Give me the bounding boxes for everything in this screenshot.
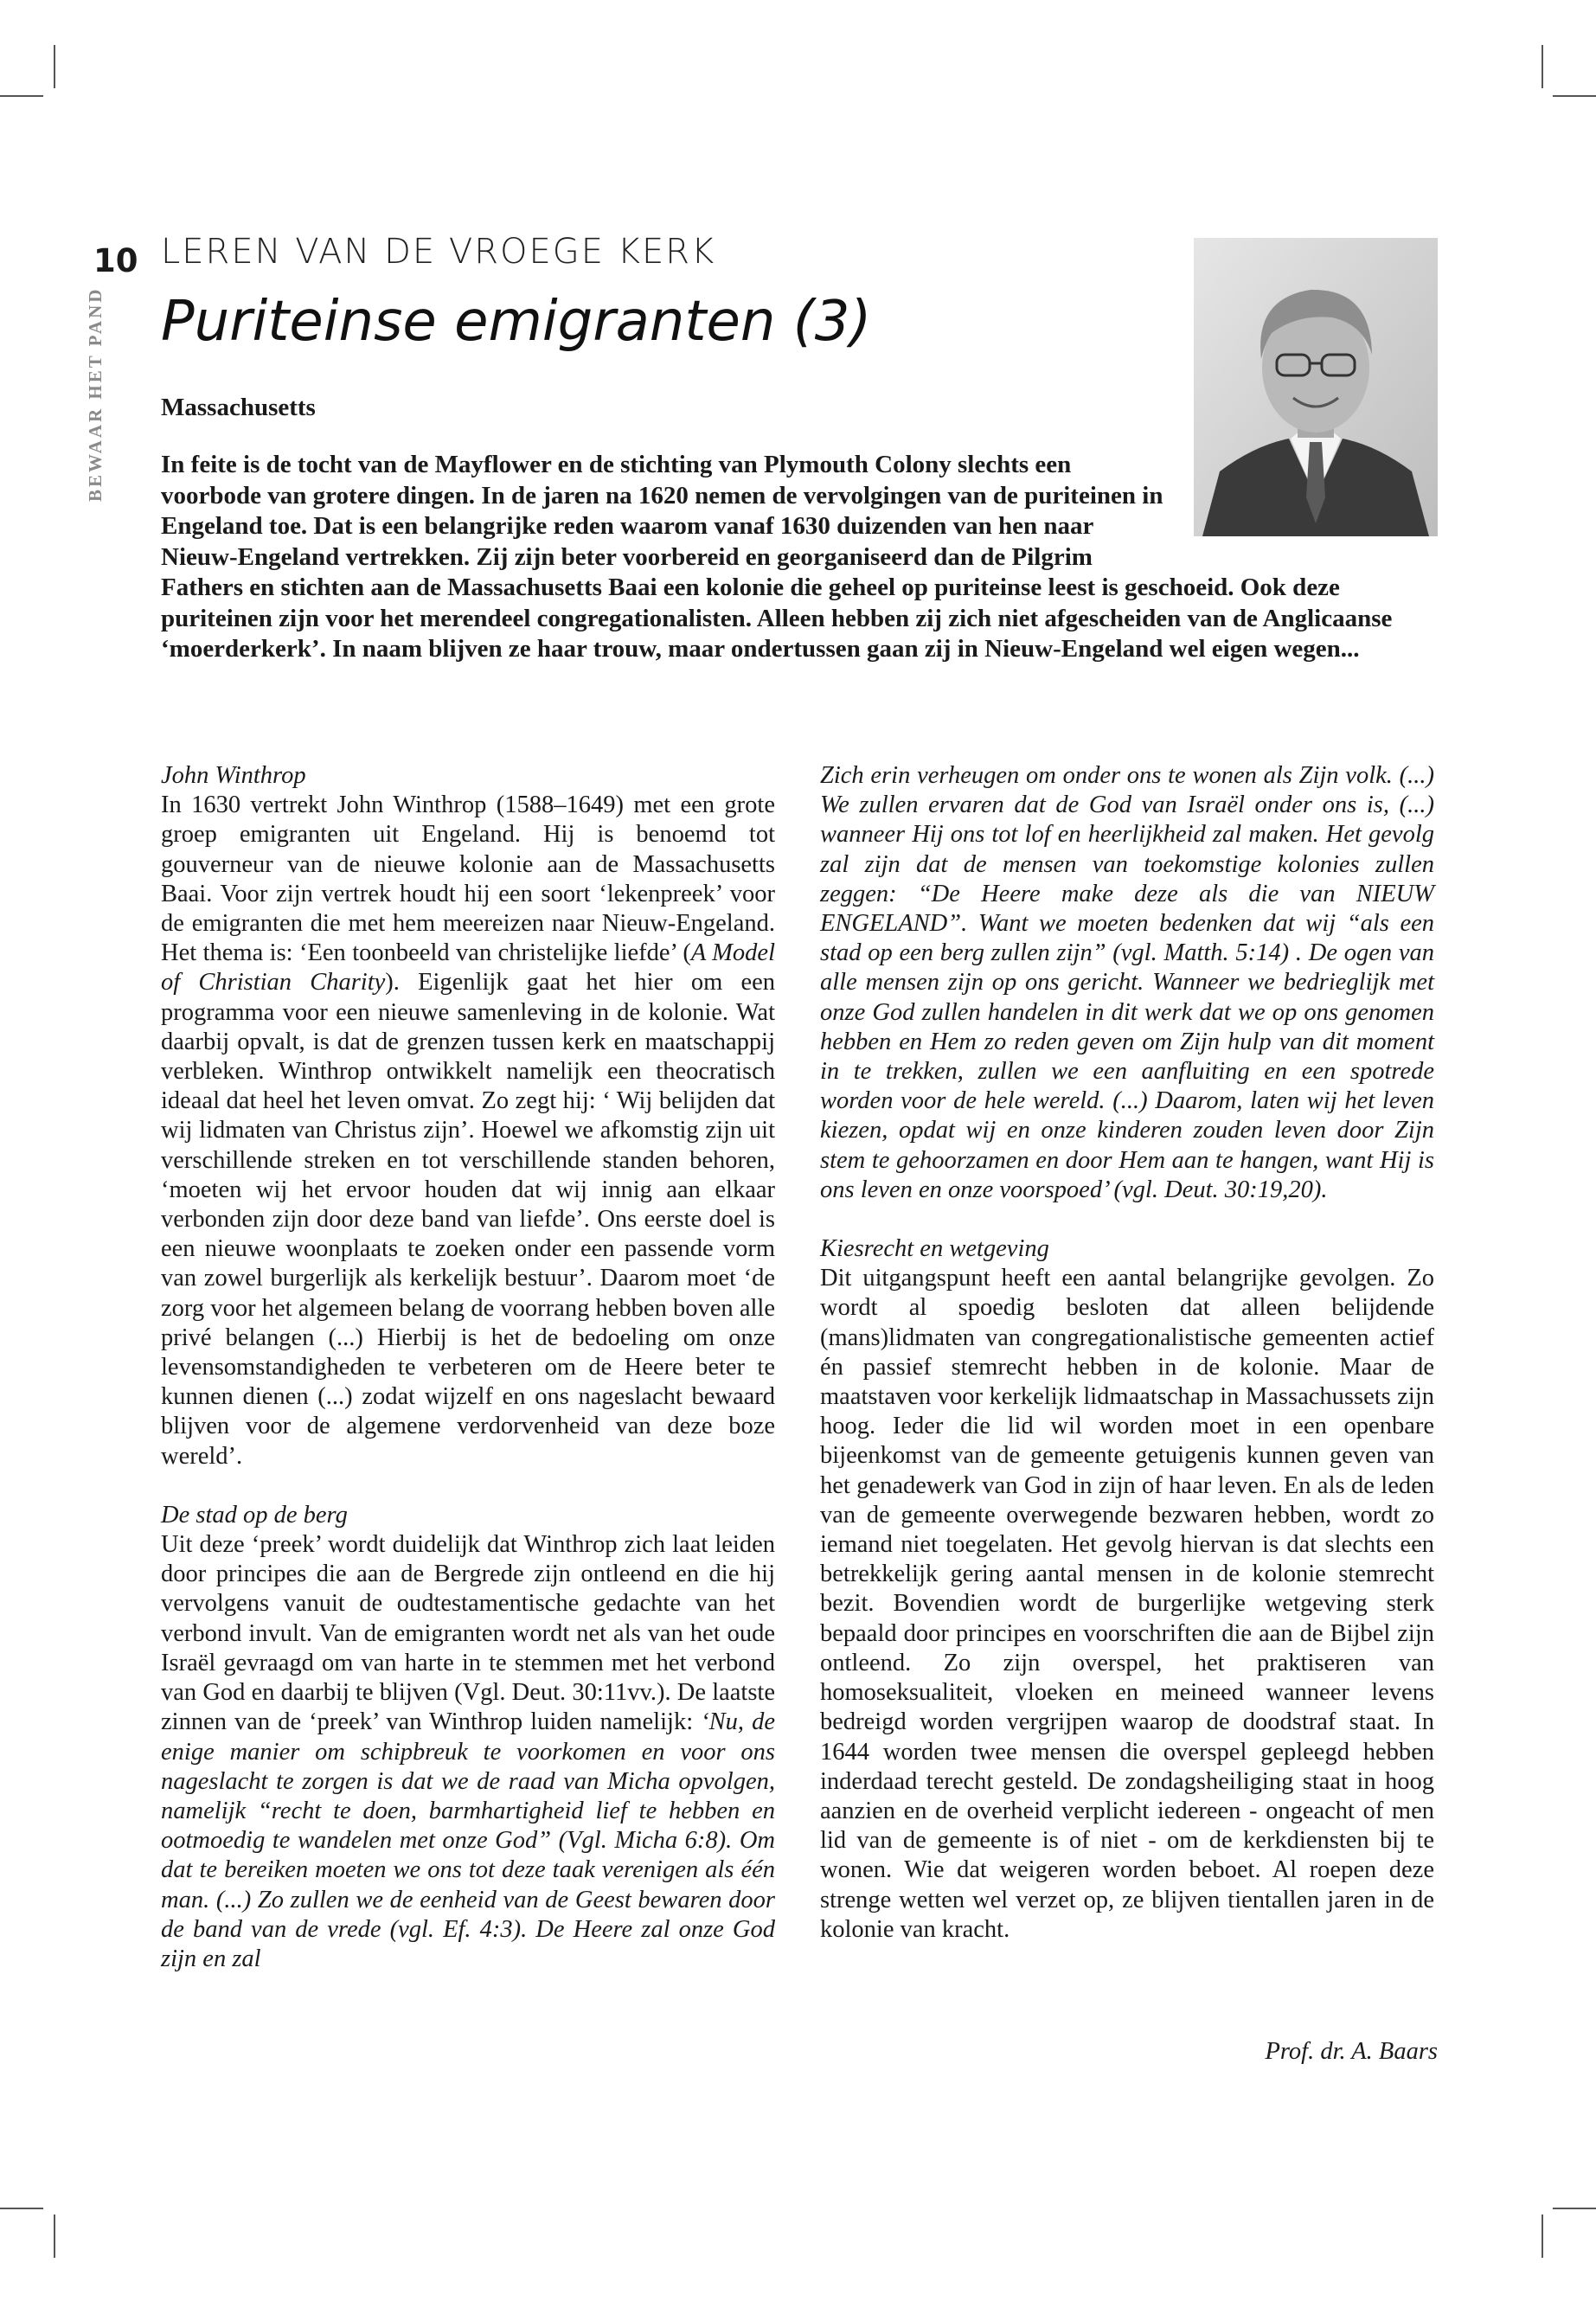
text-run: In 1630 vertrekt John Winthrop (1588–1649) met een grote groep emigranten uit Engeland. Hij is benoemd tot gouverneur van de nieuwe kolonie aan de Massachusetts Baai. Voor zijn vertrek houdt hij een soort ‘lekenpreek’ voor de emigranten die met hem meereizen naar Nieuw-Engeland. Het thema is: ‘Een toonbeeld van christelijke liefde’ ( (161, 792, 775, 967)
intro-text: In feite is de tocht van de Mayflower en de stichting van Plymouth Colony slechts een voorbode van grotere dingen. In de jaren na 1620 nemen de vervolgingen van de puriteinen in Engeland toe. Dat is een belangrijke reden waarom vanaf 1630 duizenden van hen naar Nieuw-Engeland vertrekken. Zij zijn beter voorbereid en georganiseerd dan de Pilgrim Fathers en stichten aan de Massachusetts Baai een kolonie die geheel op puriteinse leest is geschoeid. Ook deze puriteinen zijn voor het merendeel congregationalisten. Alleen hebben zij zich niet afgescheiden van de Anglicaanse ‘moerderkerk’. In naam blijven ze haar trouw, maar ondertussen gaan zij in Nieuw-Engeland wel eigen wegen... (161, 451, 1393, 663)
subtitle: Massachusetts (161, 394, 316, 421)
section-label: LEREN VAN DE VROEGE KERK (161, 232, 716, 272)
right-column (820, 761, 1434, 1945)
crop-mark (0, 2208, 43, 2209)
section-heading: John Winthrop (161, 762, 306, 789)
crop-mark (54, 2214, 55, 2258)
page-title: Puriteinse emigranten (3) (161, 290, 872, 354)
crop-mark (1553, 95, 1596, 97)
text-run: Uit deze ‘preek’ wordt duidelijk dat Winthrop zich laat leiden door principes die aan de Bergrede zijn ontleend en die hij vervolgens vanuit de oudtestamentische gedachte van het verbond invult. Van de emigranten wordt net als van het oude Israël gevraagd om van harte in te stemmen met het verbond van God en daarbij te blijven (Vgl. Deut. 30:11vv.). De laatste zinnen van de ‘preek’ van Winthrop luiden namelijk: (161, 1531, 775, 1736)
stad-paragraph (161, 1530, 775, 1974)
text-run: ). Eigenlijk gaat het hier om een programma voor een nieuwe samenleving in de kolonie. Wat daarbij opvalt, is dat de grenzen tussen kerk en maatschappij verbleken. Winthrop ontwikkelt namelijk een theocratisch ideaal dat heel het leven omvat. Zo zegt hij: ‘ Wij belijden dat wij lidmaten van Christus zijn’. Hoewel we afkomstig zijn uit verschillende streken en tot verschillende standen behoren, ‘moeten wij het ervoor houden dat wij innig aan elkaar verbonden zijn door deze band van liefde’. Ons eerste doel is een nieuwe woonplaats te zoeken onder een passende vorm van zowel burgerlijk als kerkelijk bestuur’. Daarom moet ‘de zorg voor het algemeen belang de voorrang hebben boven alle privé belangen (...) Hierbij is het de bedoeling om onze levensomstandigheden te verbeteren om de Heere beter te kunnen dienen (...) zodat wijzelf en ons nageslacht bewaard blijven voor de algemene verdorvenheid van deze boze wereld’. (161, 969, 775, 1470)
section-heading: De stad op de berg (161, 1501, 348, 1529)
kiesrecht-paragraph: Dit uitgangspunt heeft een aantal belangrijke gevolgen. Zo wordt al spoedig besloten dat alleen belijdende (mans)lidmaten van congregationalistische gemeenten actief én passief stemrecht hebben in de kolonie. Maar de maatstaven voor kerkelijk lidmaatschap in Massachussets zijn hoog. Ieder die lid wil worden moet in een openbare bijeenkomst van de gemeente getuigenis kunnen geven van het genadewerk van God in zijn of haar leven. En als de leden van de gemeente overwegende bezwaren hebben, wordt zo iemand niet toegelaten. Het gevolg hiervan is dat slechts een betrekkelijk gering aantal mensen in de kolonie stemrecht bezit. Bovendien wordt de burgerlijke wetgeving sterk bepaald door principes en voorschriften die aan de Bijbel zijn ontleend. Zo zijn overspel, het praktiseren van homoseksualiteit, vloeken en meineed wanneer levens bedreigd worden vergrijpen waarop de doodstraf staat. In 1644 worden twee mensen die overspel gepleegd hebben inderdaad terecht gesteld. De zondagsheiliging staat in hoog aanzien en de overheid verplicht iedereen - ongeacht of men lid van de gemeente is of niet - om de kerkdiensten bij te wonen. Wie dat weigeren worden beboet. Al roepen deze strenge wetten wel verzet op, ze blijven tientallen jaren in de kolonie van kracht. (820, 1265, 1434, 1943)
quote-continuation (820, 761, 1434, 1205)
quote-part-2: Zich erin verheugen om onder ons te wonen als Zijn volk. (...) We zullen ervaren dat de God van Israël onder ons is, (...) wanneer Hij ons tot lof en heerlijkheid zal maken. Het gevolg zal zijn dat de mensen van toekomstige kolonies zullen zeggen: “De Heere make deze als die van NIEUW ENGELAND”. Want we moeten bedenken dat wij “als een stad op een berg zullen zijn” (vgl. Matth. 5:14) . De ogen van alle mensen zijn op ons gericht. Wanneer we bedrieglijk met onze God zullen handelen in dit werk dat we op ons genomen hebben en Hem zo reden geven om Zijn hulp van dit moment in te trekken, zullen we een aanfluiting en een spotrede worden voor de hele wereld. (...) Daarom, laten wij het leven kiezen, opdat wij en onze kinderen zouden leven door Zijn stem te gehoorzamen en door Hem aan te hangen, want Hij is ons leven en onze voorspoed’ (vgl. Deut. 30:19,20). (820, 762, 1434, 1203)
crop-mark (0, 95, 43, 97)
crop-mark (1542, 2214, 1543, 2258)
photo-float-spacer (1175, 450, 1439, 571)
crop-mark (54, 45, 55, 88)
crop-mark (1553, 2208, 1596, 2209)
intro-paragraph (161, 450, 1439, 665)
section-heading: Kiesrecht en wetgeving (820, 1235, 1049, 1263)
winthrop-paragraph (161, 791, 775, 1471)
quote-part-1: ‘Nu, de enige manier om schipbreuk te voorkomen en voor ons nageslacht te zorgen is dat we de raad van Micha opvolgen, namelijk “recht te doen, barmhartigheid lief te hebben en ootmoedig te wandelen met onze God” (Vgl. Micha 6:8). Om dat te bereiken moeten we ons tot deze taak verenigen als één man. (...) Zo zullen we de eenheid van de Geest bewaren door de band van de vrede (vgl. Ef. 4:3). De Heere zal onze God zijn en zal (161, 1708, 775, 1972)
page-number: 10 (93, 242, 138, 279)
author-signature: Prof. dr. A. Baars (1265, 2038, 1438, 2065)
left-column (161, 761, 775, 1974)
side-label: BEWAAR HET PAND (85, 286, 106, 502)
crop-mark (1542, 45, 1543, 88)
text-run-italic: A Model of Christian Charity (161, 939, 775, 997)
